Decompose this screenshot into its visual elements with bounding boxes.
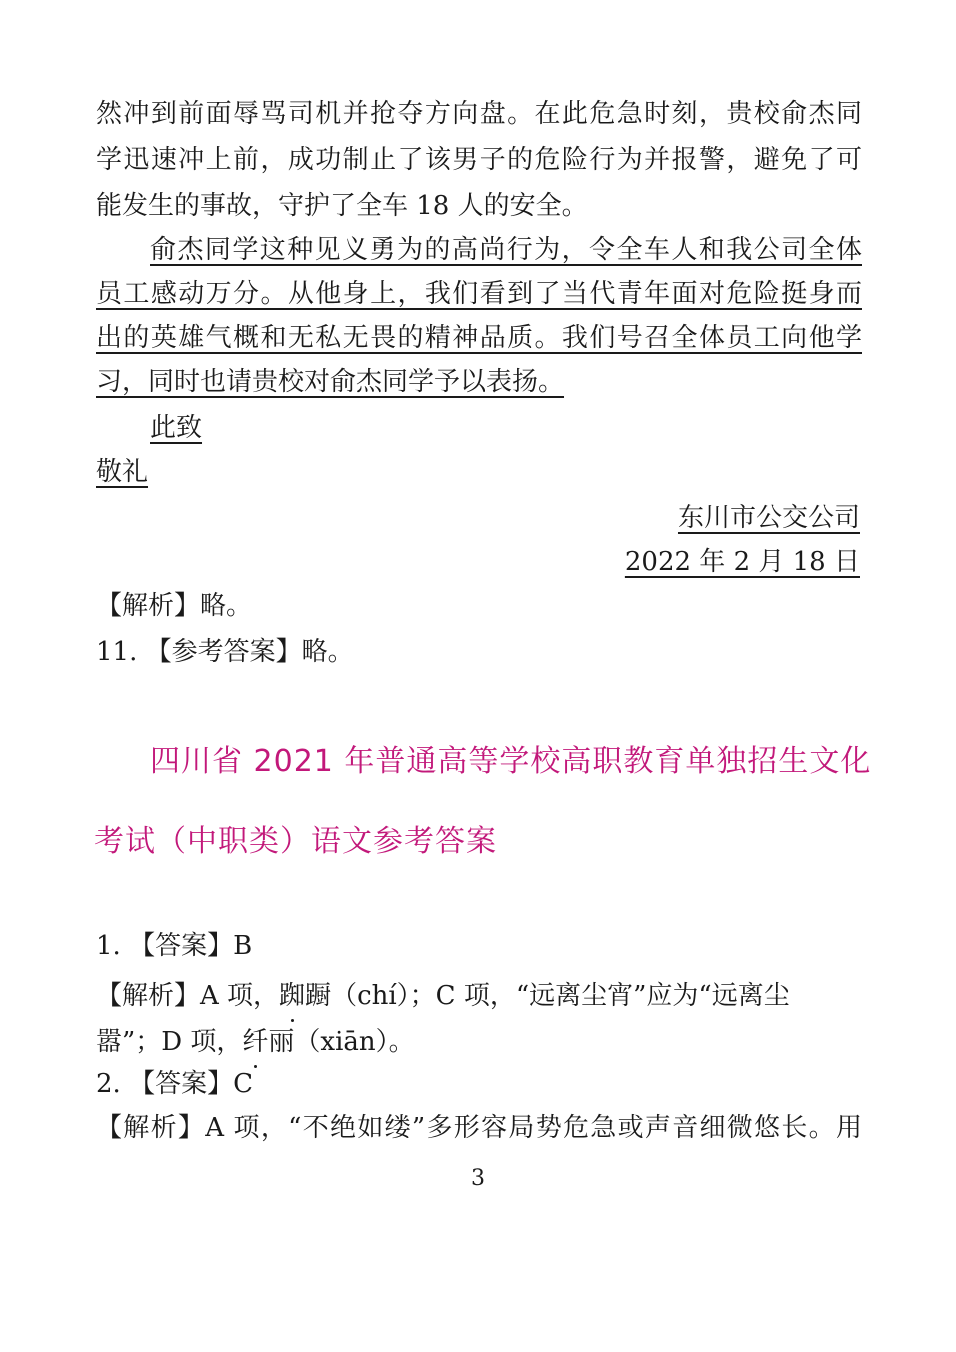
page-number: 3 bbox=[471, 1166, 485, 1191]
letter-closing-salutation: 此致 bbox=[150, 413, 203, 443]
q11-answer: 11. 【参考答案】略。 bbox=[96, 637, 354, 667]
letter-para2-line1: 俞杰同学这种见义勇为的高尚行为，令全车人和我公司全体 bbox=[150, 235, 862, 265]
letter-para2-line3: 出的英雄气概和无私无畏的精神品质。我们号召全体员工向他学 bbox=[96, 323, 862, 353]
answer-1-exp2-rest: 丽（xiān）。 bbox=[268, 1027, 415, 1057]
dotted-char-chi: 踟 bbox=[279, 976, 305, 1016]
answer-1-explanation-line2 bbox=[96, 1022, 415, 1062]
answer-1-exp-rest: 蹰（chí）；C 项，“远离尘宵”应为“远离尘 bbox=[305, 981, 790, 1011]
answer-1-explanation-line1 bbox=[96, 976, 862, 1016]
q10-analysis: 【解析】略。 bbox=[96, 591, 253, 621]
letter-para1-line2: 学迅速冲上前，成功制止了该男子的危险行为并报警，避免了可 bbox=[96, 145, 862, 175]
letter-para2-line4: 习，同时也请贵校对俞杰同学予以表扬。 bbox=[96, 367, 565, 397]
letter-signature: 东川市公交公司 bbox=[677, 503, 860, 533]
answer-2-explanation: 【解析】A 项，“不绝如缕”多形容局势危急或声音细微悠长。用 bbox=[96, 1113, 862, 1143]
section-title-line2: 考试（中职类）语文参考答案 bbox=[94, 824, 497, 859]
section-title-line1: 四川省 2021 年普通高等学校高职教育单独招生文化 bbox=[150, 744, 872, 779]
letter-closing-regards: 敬礼 bbox=[96, 457, 149, 487]
answer-2: 2. 【答案】C bbox=[96, 1069, 253, 1099]
letter-para1-line1: 然冲到前面辱骂司机并抢夺方向盘。在此危急时刻，贵校俞杰同 bbox=[96, 99, 862, 129]
letter-para1-line3: 能发生的事故，守护了全车 18 人的安全。 bbox=[96, 191, 588, 221]
letter-para2-line2: 员工感动万分。从他身上，我们看到了当代青年面对危险挺身而 bbox=[96, 279, 862, 309]
answer-1: 1. 【答案】B bbox=[96, 931, 253, 961]
dotted-char-xian: 纤 bbox=[242, 1022, 268, 1062]
answer-1-exp-prefix: 【解析】A 项， bbox=[96, 981, 280, 1011]
answer-1-exp2-prefix: 嚣”；D 项， bbox=[96, 1027, 243, 1057]
letter-date: 2022 年 2 月 18 日 bbox=[624, 547, 860, 577]
